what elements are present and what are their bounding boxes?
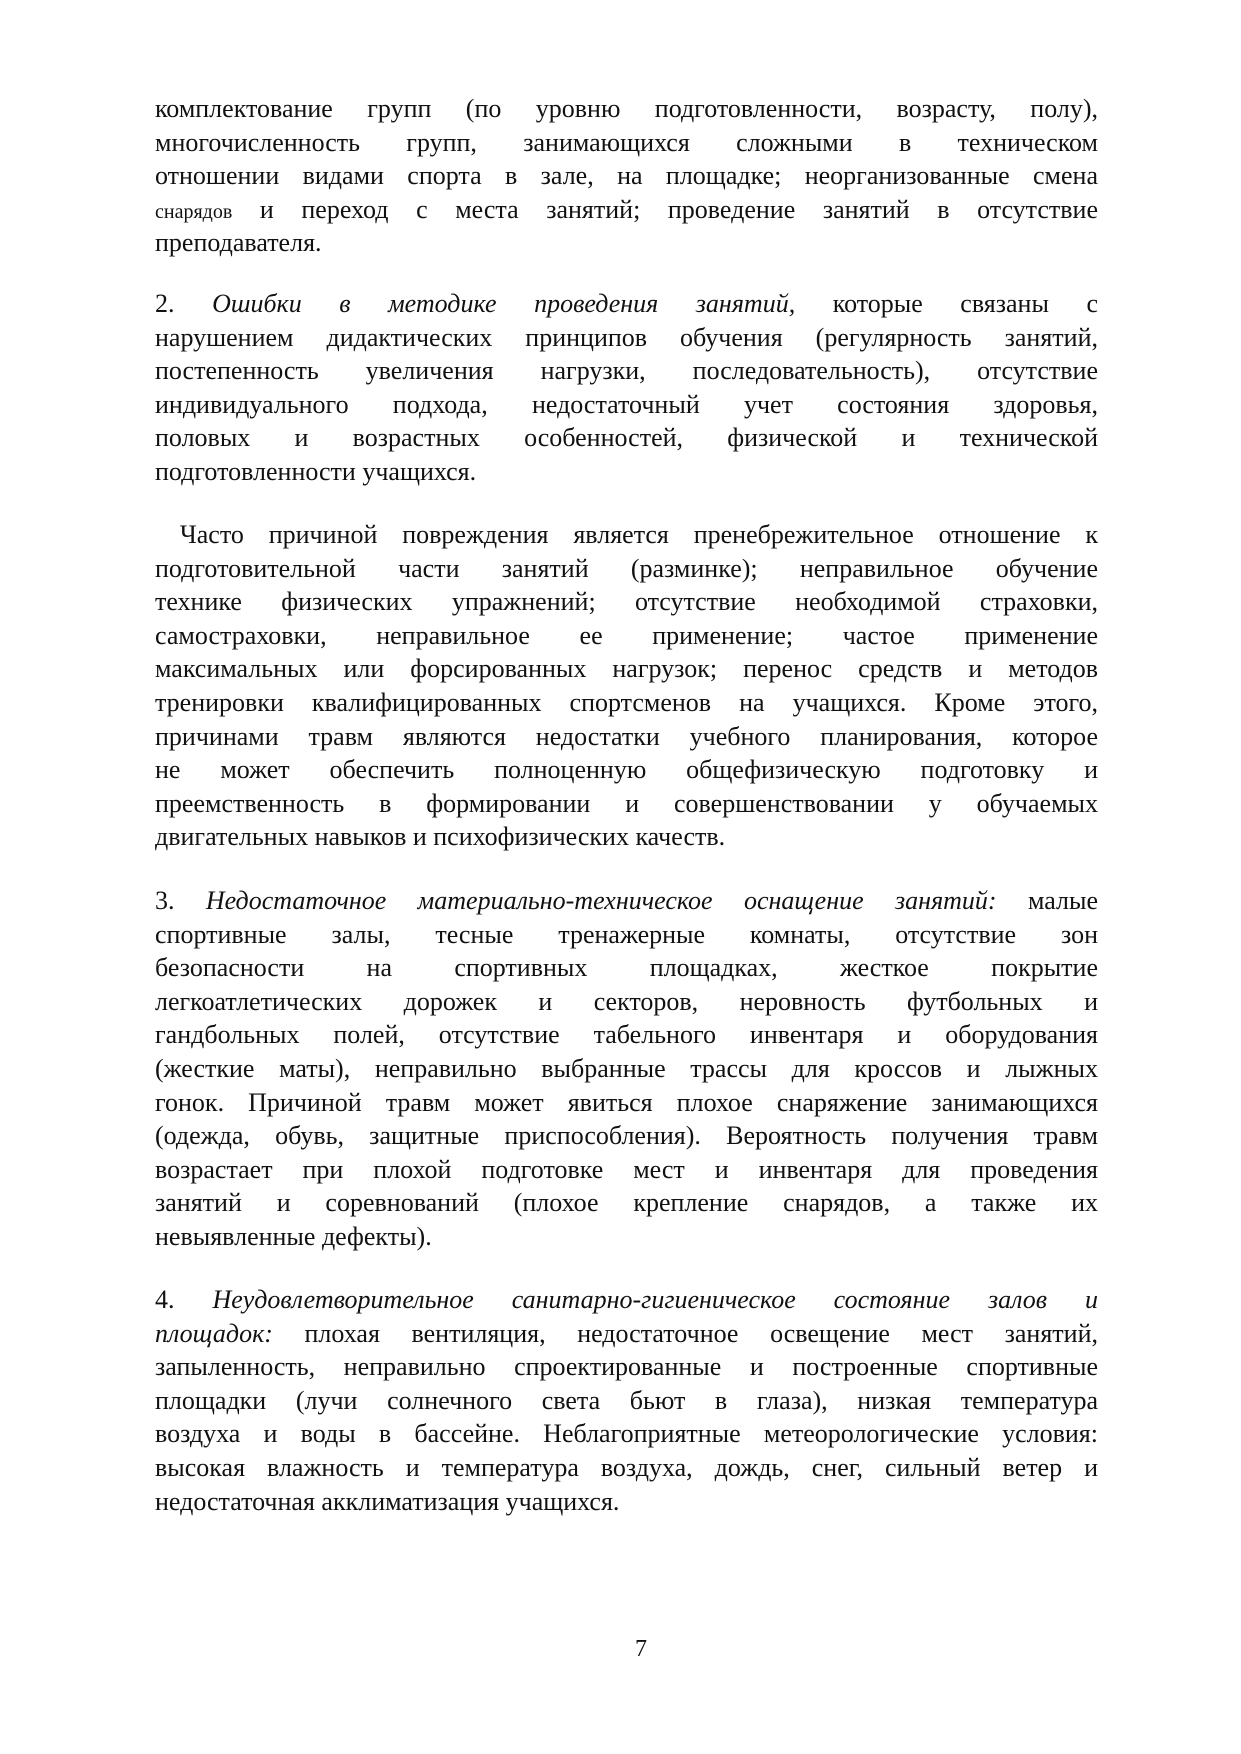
text-line	[155, 126, 1098, 160]
text-line	[155, 226, 1098, 260]
text-line	[155, 1317, 1098, 1351]
text-line	[155, 321, 1098, 355]
text-segment: тренировки квалифицированных спортсменов на учащихся. Кроме этого,	[155, 687, 1098, 717]
text-line	[155, 1485, 1098, 1519]
text-segment: двигательных навыков и психофизических качеств.	[155, 822, 726, 852]
italic-heading-text: Неудовлетворительное санитарно-гигиеническое состояние залов и	[212, 1285, 1099, 1314]
text-segment: гонок. Причиной травм может явиться плохое снаряжение занимающихся	[155, 1087, 1098, 1117]
text-segment: нарушением дидактических принципов обучения (регулярность занятий,	[155, 322, 1098, 352]
text-segment: площадки (лучи солнечного света бьют в глаза), низкая температура	[155, 1385, 1098, 1415]
italic-heading-text: Ошибки в методике проведения занятий,	[212, 289, 796, 318]
text-segment: (одежда, обувь, защитные приспособления). Вероятность получения травм	[155, 1121, 1098, 1151]
text-segment: максимальных или форсированных нагрузок; перенос средств и методов	[155, 654, 1098, 684]
text-segment: 4.	[155, 1285, 213, 1314]
text-segment: причинами травм являются недостатки учебного планирования, которое	[155, 721, 1098, 751]
text-line	[155, 354, 1098, 388]
text-segment: половых и возрастных особенностей, физической и технической	[155, 423, 1098, 453]
paragraph-4	[155, 884, 1098, 1254]
text-line	[155, 585, 1098, 619]
text-segment: комплектование групп (по уровню подготовленности, возрасту, полу),	[155, 94, 1098, 123]
text-line	[155, 1384, 1098, 1418]
text-segment: которые связаны с	[795, 289, 1099, 318]
text-line	[155, 652, 1098, 686]
text-segment: высокая влажность и температура воздуха, дождь, снег, сильный ветер и	[155, 1452, 1098, 1482]
text-segment: преемственность в формировании и совершенствовании у обучаемых	[155, 788, 1098, 818]
text-segment: легкоатлетических дорожек и секторов, неровность футбольных и	[155, 986, 1098, 1016]
text-line	[155, 1350, 1098, 1384]
text-line	[155, 287, 1098, 321]
text-line	[155, 92, 1098, 126]
italic-heading-text: площадок:	[155, 1318, 273, 1348]
text-line	[155, 1220, 1098, 1254]
text-segment: Часто причиной повреждения является пренебрежительное отношение к	[155, 520, 1098, 549]
text-segment: малые	[996, 886, 1099, 915]
text-segment: воздуха и воды в бассейне. Неблагоприятные метеорологические условия:	[155, 1419, 1098, 1449]
text-line	[155, 1052, 1098, 1086]
text-line	[155, 820, 1098, 854]
text-segment: отношении видами спорта в зале, на площадке; неорганизованные смена	[155, 161, 1098, 191]
text-segment: индивидуального подхода, недостаточный учет состояния здоровья,	[155, 389, 1098, 419]
text-segment: подготовленности учащихся.	[155, 456, 477, 486]
text-line	[155, 918, 1098, 952]
italic-heading-text: Недостаточное материально-техническое оснащение занятий:	[205, 886, 997, 915]
text-line	[155, 1417, 1098, 1451]
text-line	[155, 159, 1098, 193]
paragraph-2	[155, 287, 1098, 489]
text-segment: безопасности на спортивных площадках, жесткое покрытие	[155, 953, 1098, 983]
text-line	[155, 985, 1098, 1019]
text-line	[155, 388, 1098, 422]
text-segment: многочисленность групп, занимающихся сложными в техническом	[155, 127, 1098, 157]
text-segment: плохая вентиляция, недостаточное освещение мест занятий,	[272, 1318, 1098, 1348]
text-segment: снарядов	[155, 200, 233, 223]
text-segment: 2.	[155, 289, 213, 318]
text-line	[155, 619, 1098, 653]
text-segment: запыленность, неправильно спроектированные и построенные спортивные	[155, 1352, 1098, 1382]
text-line	[155, 720, 1098, 754]
text-line	[155, 193, 1098, 227]
text-segment: невыявленные дефекты).	[155, 1221, 432, 1251]
text-segment: 3.	[155, 886, 206, 915]
text-line	[155, 1283, 1098, 1317]
text-segment: самостраховки, неправильное ее применение; частое применение	[155, 620, 1098, 650]
text-segment: постепенность увеличения нагрузки, последовательность), отсутствие	[155, 356, 1098, 386]
text-segment: и переход с места занятий; проведение занятий в отсутствие	[232, 194, 1098, 224]
paragraph-3	[155, 518, 1098, 854]
text-segment: занятий и соревнований (плохое крепление снарядов, а также их	[155, 1188, 1098, 1218]
text-line	[155, 884, 1098, 918]
text-line	[155, 518, 1098, 552]
text-segment: технике физических упражнений; отсутствие необходимой страховки,	[155, 587, 1098, 617]
text-line	[155, 1086, 1098, 1120]
text-line	[155, 552, 1098, 586]
text-line	[155, 686, 1098, 720]
text-line	[155, 1153, 1098, 1187]
paragraph-1	[155, 92, 1098, 260]
text-line	[155, 1186, 1098, 1220]
text-segment: спортивные залы, тесные тренажерные комнаты, отсутствие зон	[155, 919, 1098, 949]
paragraph-5	[155, 1283, 1098, 1518]
text-segment: гандбольных полей, отсутствие табельного инвентаря и оборудования	[155, 1020, 1098, 1050]
text-line	[155, 951, 1098, 985]
text-line	[155, 1451, 1098, 1485]
text-segment: подготовительной части занятий (разминке); неправильное обучение	[155, 553, 1098, 583]
text-segment: не может обеспечить полноценную общефизическую подготовку и	[155, 755, 1098, 785]
text-line	[155, 1119, 1098, 1153]
text-line	[155, 753, 1098, 787]
text-line	[155, 421, 1098, 455]
text-segment: преподавателя.	[155, 228, 322, 258]
text-segment: недостаточная акклиматизация учащихся.	[155, 1486, 620, 1516]
text-line	[155, 1018, 1098, 1052]
text-line	[155, 787, 1098, 821]
text-line	[155, 455, 1098, 489]
text-segment: (жесткие маты), неправильно выбранные трассы для кроссов и лыжных	[155, 1053, 1098, 1083]
page-number: 7	[635, 1636, 647, 1662]
text-segment: возрастает при плохой подготовке мест и инвентаря для проведения	[155, 1154, 1098, 1184]
